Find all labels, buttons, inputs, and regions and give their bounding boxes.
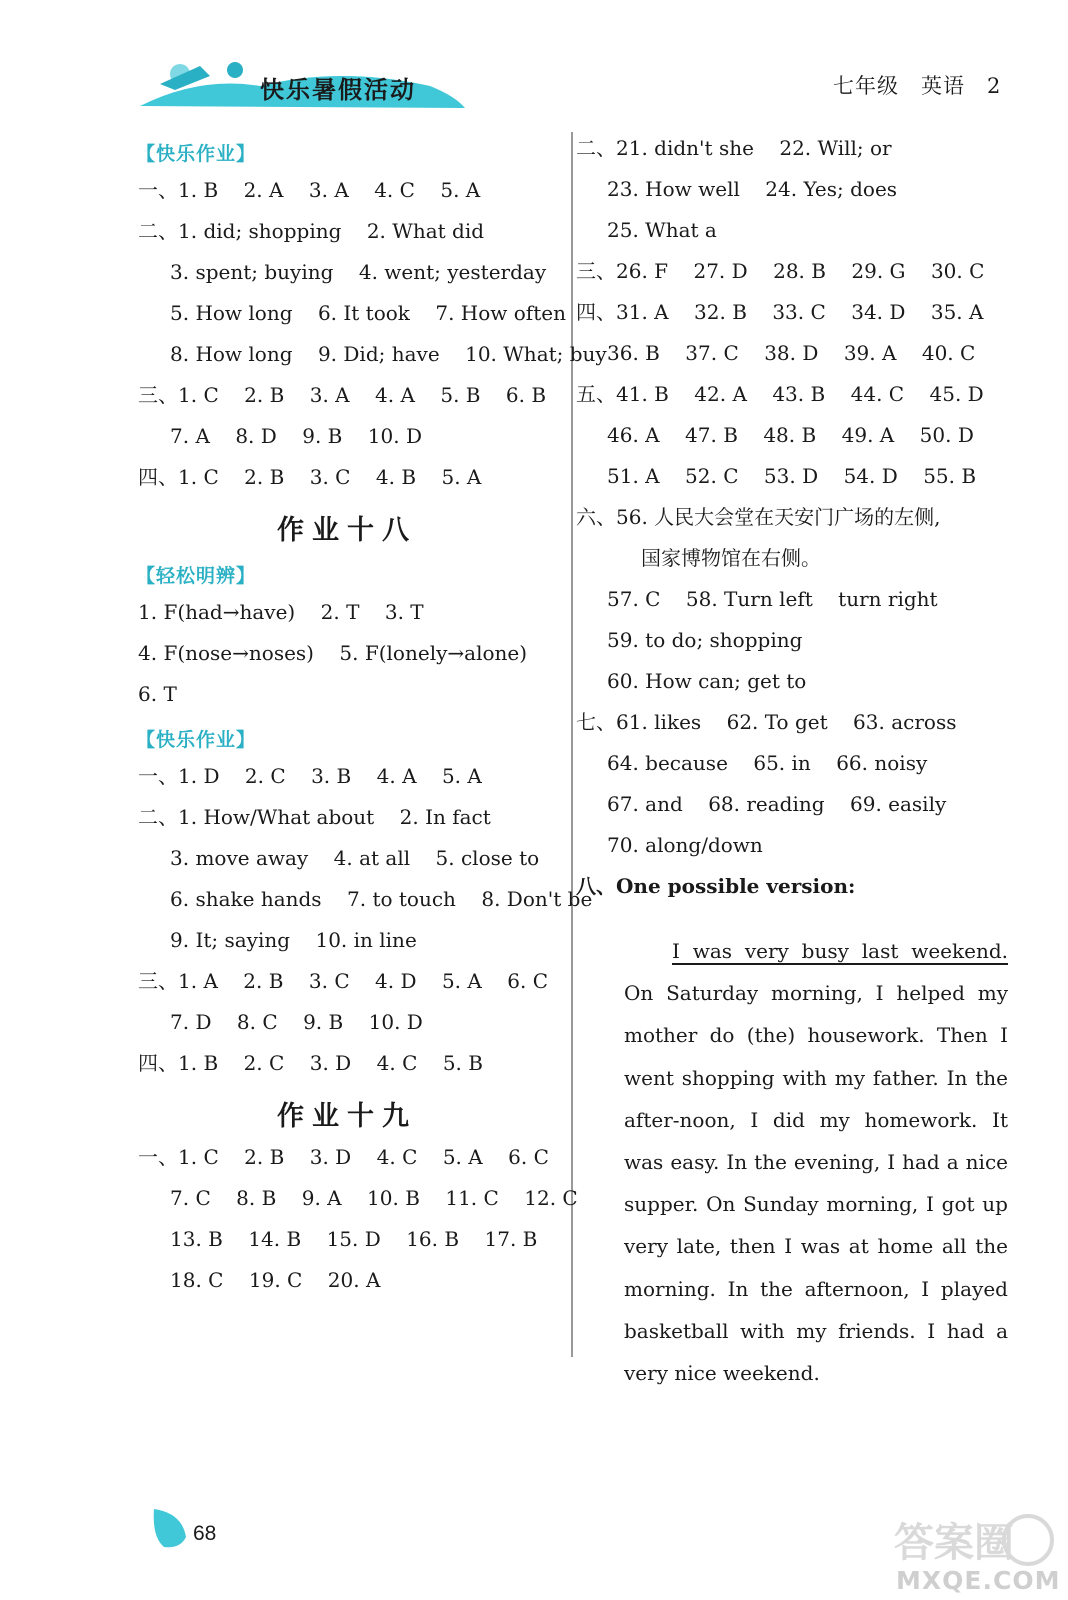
answer-line: 7. C 8. B 9. A 10. B 11. C 12. C	[170, 1186, 578, 1210]
answer-line: 六、56. 人民大会堂在天安门广场的左侧,	[576, 505, 941, 529]
answer-line: 四、31. A 32. B 33. C 34. D 35. A	[576, 300, 984, 324]
answer-line: 59. to do; shopping	[607, 628, 803, 652]
answer-line: 25. What a	[607, 218, 717, 242]
answer-line: 七、61. likes 62. To get 63. across	[576, 710, 957, 734]
answer-line: 四、1. C 2. B 3. C 4. B 5. A	[138, 465, 482, 489]
answer-line: 三、26. F 27. D 28. B 29. G 30. C	[576, 259, 985, 283]
section-label: 【快乐作业】	[136, 729, 257, 751]
watermark-text: MXQE.COM	[896, 1566, 1061, 1595]
section-label: 【快乐作业】	[136, 143, 257, 165]
answer-line: 二、1. How/What about 2. In fact	[138, 805, 491, 829]
answer-line: 三、1. C 2. B 3. A 4. A 5. B 6. B	[138, 383, 547, 407]
assignment-heading: 作业十八	[277, 515, 417, 546]
answer-line: 5. How long 6. It took 7. How often	[170, 301, 566, 325]
grade-subject	[833, 70, 1001, 100]
answer-line: 7. A 8. D 9. B 10. D	[170, 424, 422, 448]
answer-line: 4. F(nose→noses) 5. F(lonely→alone)	[138, 641, 528, 665]
answer-line: 36. B 37. C 38. D 39. A 40. C	[607, 341, 976, 365]
answer-line: 二、21. didn't she 22. Will; or	[576, 136, 892, 160]
answer-line: 6. shake hands 7. to touch 8. Don't be	[170, 887, 593, 911]
subject-label: 英语	[921, 74, 965, 98]
answer-line: 3. move away 4. at all 5. close to	[170, 846, 540, 870]
essay-heading: 八、One possible version:	[576, 874, 856, 898]
page-header-banner	[140, 56, 470, 112]
answer-line: 四、1. B 2. C 3. D 4. C 5. B	[138, 1051, 483, 1075]
essay-body: On Saturday morning, I helped my mother do (the) housework. Then I went shopping with my father. In the after-noon, I did my homework. It was easy. In the evening, I had a nice supper. On Sunday morning, I got up very late, then I was at home all the morning. In the afternoon, I played basketball with my friends. I had a very nice weekend.	[624, 981, 1008, 1386]
answer-line: 6. T	[138, 682, 177, 706]
answer-line: 60. How can; get to	[607, 669, 807, 693]
answer-line: 国家博物馆在右侧。	[641, 546, 821, 570]
page-number: 68	[193, 1522, 217, 1545]
answer-line: 1. F(had→have) 2. T 3. T	[138, 600, 424, 624]
section-label: 【轻松明辨】	[136, 565, 257, 587]
header-title: 快乐暑假活动	[260, 76, 416, 104]
answer-line: 9. It; saying 10. in line	[170, 928, 417, 952]
answer-line: 57. C 58. Turn left turn right	[607, 587, 938, 611]
watermark-logo-text: 答案圈	[894, 1520, 1014, 1566]
answer-line: 五、41. B 42. A 43. B 44. C 45. D	[576, 382, 984, 406]
answer-line: 67. and 68. reading 69. easily	[607, 792, 947, 816]
answer-line: 46. A 47. B 48. B 49. A 50. D	[607, 423, 974, 447]
answer-line: 13. B 14. B 15. D 16. B 17. B	[170, 1227, 538, 1251]
answer-line: 三、1. A 2. B 3. C 4. D 5. A 6. C	[138, 969, 549, 993]
answer-line: 23. How well 24. Yes; does	[607, 177, 898, 201]
answer-line: 70. along/down	[607, 833, 763, 857]
answer-line: 18. C 19. C 20. A	[170, 1268, 381, 1292]
answer-line: 51. A 52. C 53. D 54. D 55. B	[607, 464, 977, 488]
essay-underlined-sentence: I was very busy last weekend.	[672, 939, 1008, 963]
answer-line: 7. D 8. C 9. B 10. D	[170, 1010, 423, 1034]
column-divider	[571, 132, 573, 1357]
answer-line: 一、1. B 2. A 3. A 4. C 5. A	[138, 178, 481, 202]
assignment-heading: 作业十九	[277, 1101, 417, 1132]
leaf-icon	[150, 1507, 190, 1551]
grade-label: 七年级	[833, 74, 899, 98]
answer-line: 一、1. C 2. B 3. D 4. C 5. A 6. C	[138, 1145, 549, 1169]
volume-label: 2	[987, 74, 1002, 98]
answer-line: 二、1. did; shopping 2. What did	[138, 219, 485, 243]
answer-line: 一、1. D 2. C 3. B 4. A 5. A	[138, 764, 482, 788]
answer-line: 3. spent; buying 4. went; yesterday	[170, 260, 547, 284]
sample-essay	[624, 930, 1008, 1394]
answer-line: 8. How long 9. Did; have 10. What; buy	[170, 342, 607, 366]
answer-line: 64. because 65. in 66. noisy	[607, 751, 928, 775]
